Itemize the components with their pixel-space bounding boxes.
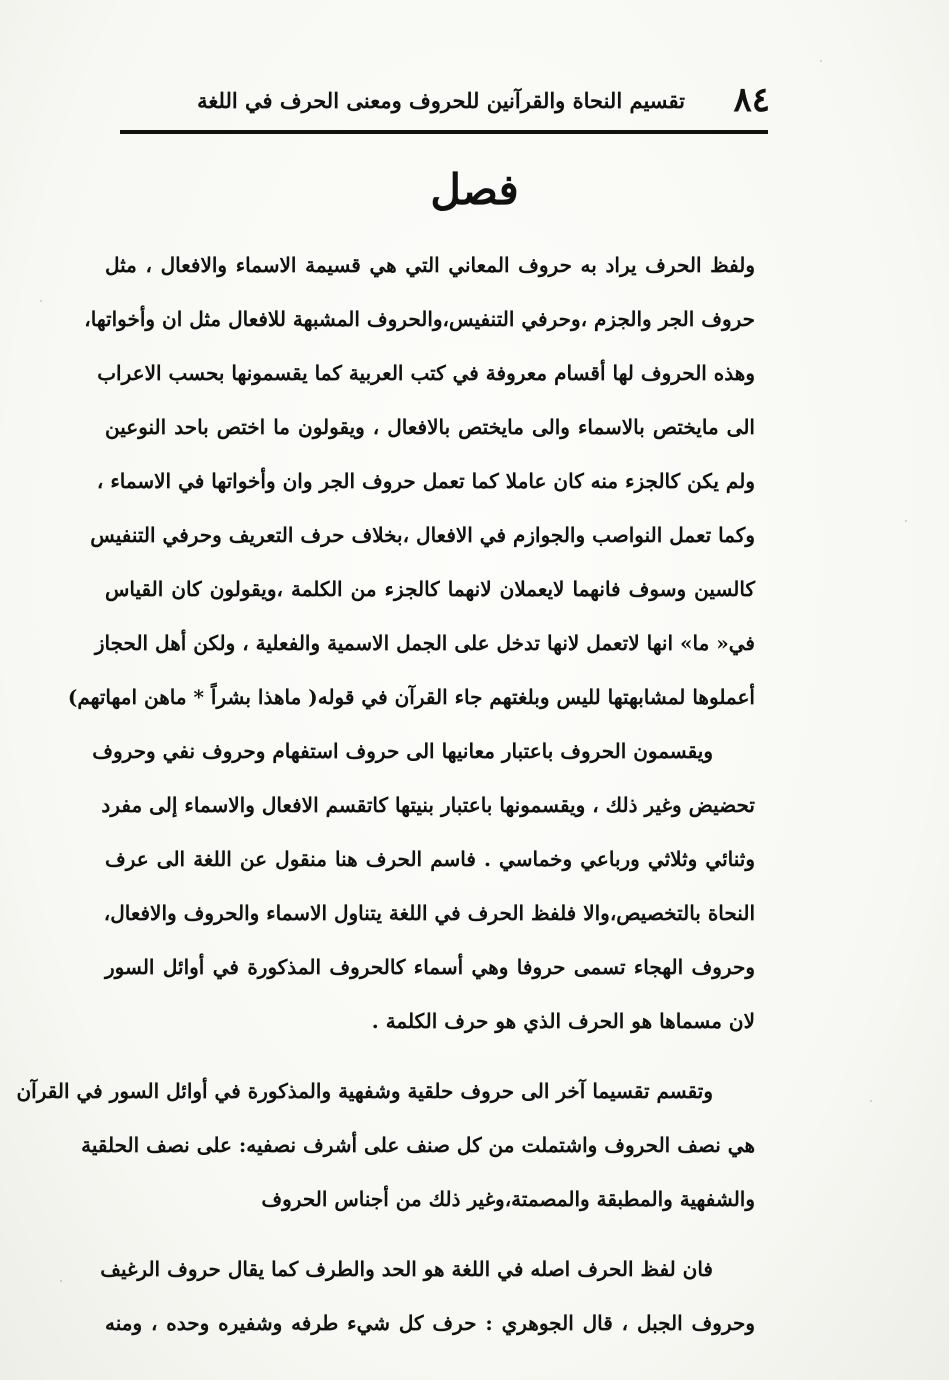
header-rule	[120, 130, 768, 134]
text-line: النحاة بالتخصيص،والا فلفظ الحرف في اللغة يتناول الاسماء والحروف والافعال،	[103, 901, 755, 925]
page-header	[120, 78, 770, 128]
body-text	[16, 238, 755, 1350]
text-line: وحروف الهجاء تسمى حروفا وهي أسماء كالحروف المذكورة في أوائل السور	[105, 955, 755, 979]
text-line: تحضيض وغير ذلك ، ويقسمونها باعتبار بنيتها كاتقسم الافعال والاسماء إلى مفرد	[101, 793, 755, 817]
running-title: تقسيم النحاة والقرآنين للحروف ومعنى الحرف في اللغة	[197, 88, 685, 113]
paragraph-gap	[105, 1048, 755, 1064]
text-line: وحروف الجبل ، قال الجوهري : حرف كل شيء طرفه وشفيره وحده ، ومنه	[105, 1311, 755, 1335]
text-line: ويقسمون الحروف باعتبار معانيها الى حروف استفهام وحروف نفي وحروف	[92, 739, 713, 763]
text-line: هي نصف الحروف واشتملت من كل صنف على أشرف نصفيه: على نصف الحلقية	[81, 1133, 755, 1157]
text-line: كالسين وسوف فانهما لايعملان لانهما كالجزء من الكلمة ،ويقولون كان القياس	[105, 577, 755, 601]
text-line: وثنائي وثلاثي ورباعي وخماسي . فاسم الحرف هنا منقول عن اللغة الى عرف	[105, 847, 755, 871]
text-line: في« ما» انها لاتعمل لانها تدخل على الجمل الاسمية والفعلية ، ولكن أهل الحجاز	[94, 631, 755, 655]
section-title: فصل	[430, 165, 519, 214]
page-number: ٨٤	[733, 80, 770, 120]
text-line: لان مسماها هو الحرف الذي هو حرف الكلمة .	[371, 1009, 755, 1033]
text-line: الى مايختص بالاسماء والى مايختص بالافعال ، ويقولون ما اختص باحد النوعين	[105, 415, 755, 439]
text-line: وهذه الحروف لها أقسام معروفة في كتب العربية كما يقسمونها بحسب الاعراب	[97, 361, 755, 385]
text-line: حروف الجر والجزم ،وحرفي التنفيس،والحروف المشبهة للافعال مثل ان وأخواتها،	[84, 307, 755, 331]
text-line: وكما تعمل النواصب والجوازم في الافعال ،بخلاف حرف التعريف وحرفي التنفيس	[90, 523, 755, 547]
text-line: وتقسم تقسيما آخر الى حروف حلقية وشفهية والمذكورة في أوائل السور في القرآن	[16, 1079, 713, 1103]
text-line: والشفهية والمطبقة والمصمتة،وغير ذلك من أجناس الحروف	[261, 1187, 755, 1211]
text-line: أعملوها لمشابهتها لليس وبلغتهم جاء القرآن في قوله( ماهذا بشراً * ماهن امهاتهم)	[67, 685, 755, 709]
paragraph-gap	[105, 1226, 755, 1242]
text-line: ولم يكن كالجزء منه كان عاملا كما تعمل حروف الجر وان وأخواتها في الاسماء ،	[96, 469, 755, 493]
text-line: فان لفظ الحرف اصله في اللغة هو الحد والطرف كما يقال حروف الرغيف	[100, 1257, 713, 1281]
text-line: ولفظ الحرف يراد به حروف المعاني التي هي قسيمة الاسماء والافعال ، مثل	[105, 253, 755, 277]
